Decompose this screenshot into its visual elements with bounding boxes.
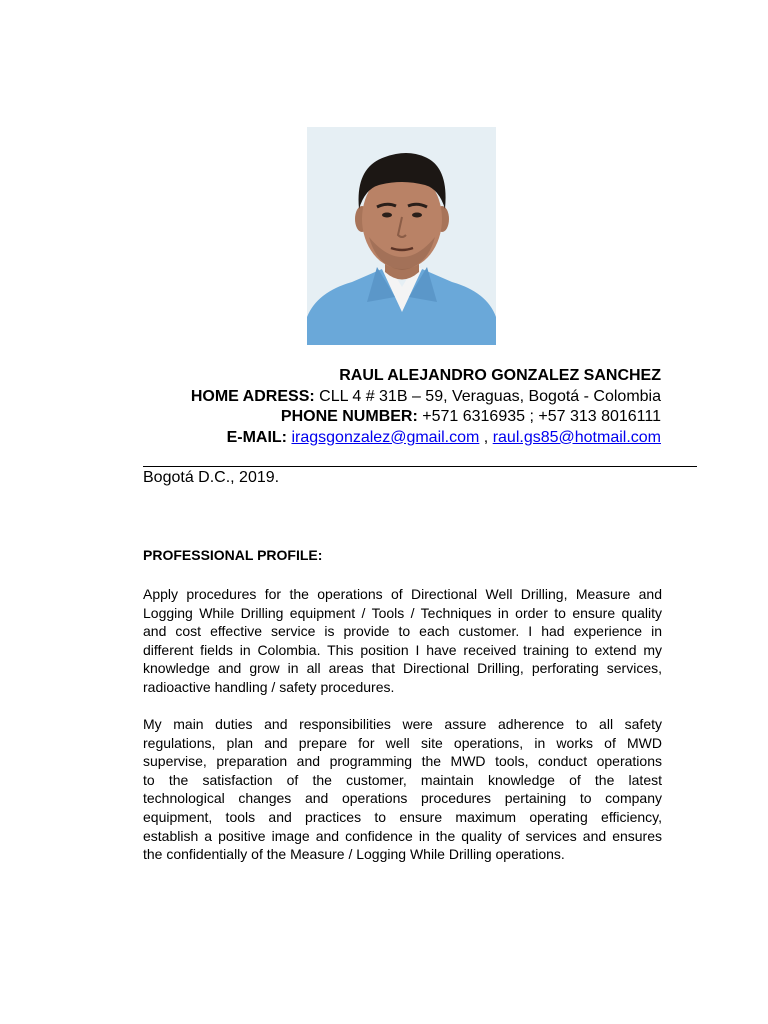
email-link-primary[interactable]: iragsgonzalez@gmail.com <box>291 428 480 446</box>
email-separator: , <box>479 428 493 446</box>
profile-paragraph-1 <box>143 585 662 697</box>
email-row <box>140 428 661 449</box>
header-divider <box>143 466 697 467</box>
paragraph-line: regulations, plan and prepare for well site operations, in works of MWD <box>143 734 662 751</box>
paragraph-line: radioactive handling / safety procedures. <box>143 678 395 695</box>
paragraph-line: Logging While Drilling equipment / Tools / Techniques in order to ensure quality <box>143 604 662 621</box>
home-address-label: HOME ADRESS: <box>190 387 315 405</box>
paragraph-line: to the satisfaction of the customer, maintain knowledge of the latest <box>143 771 662 788</box>
paragraph-line: Apply procedures for the operations of Directional Well Drilling, Measure and <box>143 586 662 602</box>
paragraph-line: establish a positive image and confidence in the quality of services and ensures <box>143 827 662 844</box>
section-title-professional-profile: PROFESSIONAL PROFILE: <box>143 547 323 563</box>
phone-label: PHONE NUMBER: <box>280 408 418 425</box>
contact-header <box>140 366 661 448</box>
dateline: Bogotá D.C., 2019. <box>143 469 280 486</box>
paragraph-line: the confidentially of the Measure / Logging While Drilling operations. <box>143 846 565 863</box>
profile-paragraph-2 <box>143 715 662 864</box>
email-label: E-MAIL: <box>226 428 288 446</box>
paragraph-line: supervise, preparation and programming the MWD tools, conduct operations <box>143 753 662 770</box>
phone-value: +571 6316935 ; +57 313 8016111 <box>422 408 661 425</box>
paragraph-line: My main duties and responsibilities were assure adherence to all safety <box>143 716 662 732</box>
paragraph-line: different fields in Colombia. This position I have received training to extend my <box>143 641 662 658</box>
paragraph-line: technological changes and operations procedures pertaining to company <box>143 790 662 807</box>
paragraph-line: and cost effective service is provide to each customer. I had experience in <box>143 623 662 640</box>
email-link-secondary[interactable]: raul.gs85@hotmail.com <box>492 428 661 446</box>
paragraph-line: equipment, tools and practices to ensure maximum operating efficiency, <box>143 808 662 825</box>
paragraph-line: knowledge and grow in all areas that Directional Drilling, perforating services, <box>143 660 662 677</box>
home-address-row <box>140 387 661 408</box>
phone-row <box>140 407 661 428</box>
home-address-value: CLL 4 # 31B – 59, Veraguas, Bogotá - Colombia <box>319 387 661 405</box>
candidate-name: RAUL ALEJANDRO GONZALEZ SANCHEZ <box>339 367 661 384</box>
profile-photo <box>307 127 496 345</box>
